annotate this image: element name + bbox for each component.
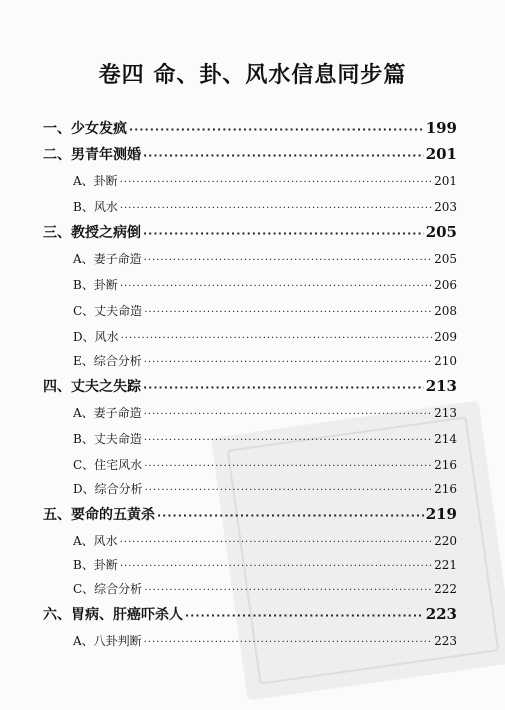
toc-entry-4b[interactable] <box>73 430 457 447</box>
leader-dots <box>144 307 432 318</box>
toc-entry-label: E、综合分析 <box>73 354 142 368</box>
toc-entry-label: B、丈夫命造 <box>73 432 142 446</box>
toc-entry-5b[interactable] <box>73 556 457 573</box>
leader-dots <box>157 509 424 522</box>
toc-entry-4d[interactable] <box>73 480 457 497</box>
leader-dots <box>120 537 432 548</box>
toc-entry-page: 210 <box>434 354 457 368</box>
toc-entry-page: 201 <box>425 145 457 163</box>
toc-entry-2b[interactable] <box>73 198 457 215</box>
toc-entry-label: B、卦断 <box>73 278 118 292</box>
leader-dots <box>145 485 432 496</box>
leader-dots <box>144 255 432 266</box>
leader-dots <box>144 585 432 596</box>
toc-entry-2a[interactable] <box>73 172 457 189</box>
toc-entry-page: 223 <box>425 605 457 623</box>
toc-entry-3[interactable] <box>43 222 457 242</box>
toc-entry-label: A、妻子命造 <box>73 406 142 420</box>
leader-dots <box>185 609 424 622</box>
toc-entry-page: 208 <box>434 304 457 318</box>
toc-entry-page: 220 <box>434 534 457 548</box>
toc-entry-label: D、综合分析 <box>73 482 143 496</box>
toc-entry-label: 五、要命的五黄杀 <box>43 507 155 523</box>
leader-dots <box>120 177 432 188</box>
leader-dots <box>121 333 432 344</box>
toc-entry-page: 219 <box>425 505 457 523</box>
leader-dots <box>144 357 432 368</box>
leader-dots <box>144 637 432 648</box>
toc-entry-3c[interactable] <box>73 302 457 319</box>
toc-entry-page: 223 <box>434 634 457 648</box>
leader-dots <box>143 381 424 394</box>
leader-dots <box>144 435 432 446</box>
toc-entry-label: A、妻子命造 <box>73 252 142 266</box>
toc-entry-label: C、综合分析 <box>73 582 143 596</box>
toc-entry-label: C、住宅风水 <box>73 458 143 472</box>
toc-entry-page: 221 <box>434 558 457 572</box>
toc-entry-4[interactable] <box>43 376 457 396</box>
toc-entry-page: 213 <box>434 406 457 420</box>
toc-entry-page: 209 <box>434 330 457 344</box>
toc-entry-label: D、风水 <box>73 330 119 344</box>
toc-entry-4a[interactable] <box>73 404 457 421</box>
toc-entry-label: B、卦断 <box>73 558 118 572</box>
toc-entry-page: 213 <box>425 377 457 395</box>
page-title: 卷四 命、卦、风水信息同步篇 <box>98 63 407 88</box>
toc-entry-3e[interactable] <box>73 352 457 369</box>
toc-entry-label: A、风水 <box>73 534 118 548</box>
toc-entry-label: 二、男青年测婚 <box>43 147 141 163</box>
leader-dots <box>120 203 432 214</box>
toc-entry-6[interactable] <box>43 604 457 624</box>
toc-entry-page: 205 <box>425 223 457 241</box>
toc-entry-page: 203 <box>434 200 457 214</box>
leader-dots <box>120 561 432 572</box>
toc-entry-label: 四、丈夫之失踪 <box>43 379 141 395</box>
toc-entry-5[interactable] <box>43 504 457 524</box>
toc-entry-label: 六、胃病、肝癌吓杀人 <box>43 607 183 623</box>
toc-entry-page: 199 <box>425 119 457 137</box>
toc-entry-page: 205 <box>434 252 457 266</box>
toc-entry-page: 216 <box>434 482 457 496</box>
toc-entry-label: B、风水 <box>73 200 118 214</box>
toc-entry-2[interactable] <box>43 144 457 164</box>
leader-dots <box>144 409 432 420</box>
toc-entry-1[interactable] <box>43 118 457 138</box>
toc-entry-4c[interactable] <box>73 456 457 473</box>
toc-entry-3d[interactable] <box>73 328 457 345</box>
toc-entry-5a[interactable] <box>73 532 457 549</box>
toc-entry-3a[interactable] <box>73 250 457 267</box>
leader-dots <box>129 123 424 136</box>
toc-entry-page: 201 <box>434 174 457 188</box>
toc-entry-label: C、丈夫命造 <box>73 304 143 318</box>
toc-entry-page: 216 <box>434 458 457 472</box>
toc-entry-3b[interactable] <box>73 276 457 293</box>
toc-entry-page: 206 <box>434 278 457 292</box>
toc-entry-label: 三、教授之病倒 <box>43 225 141 241</box>
leader-dots <box>143 149 424 162</box>
leader-dots <box>120 281 432 292</box>
leader-dots <box>144 461 432 472</box>
toc-entry-label: A、八卦判断 <box>73 634 142 648</box>
toc-entry-label: 一、少女发疯 <box>43 121 127 137</box>
leader-dots <box>143 227 424 240</box>
toc-entry-label: A、卦断 <box>73 174 118 188</box>
toc-entry-page: 214 <box>434 432 457 446</box>
toc-entry-page: 222 <box>434 582 457 596</box>
toc-entry-6a[interactable] <box>73 632 457 649</box>
toc-entry-5c[interactable] <box>73 580 457 597</box>
